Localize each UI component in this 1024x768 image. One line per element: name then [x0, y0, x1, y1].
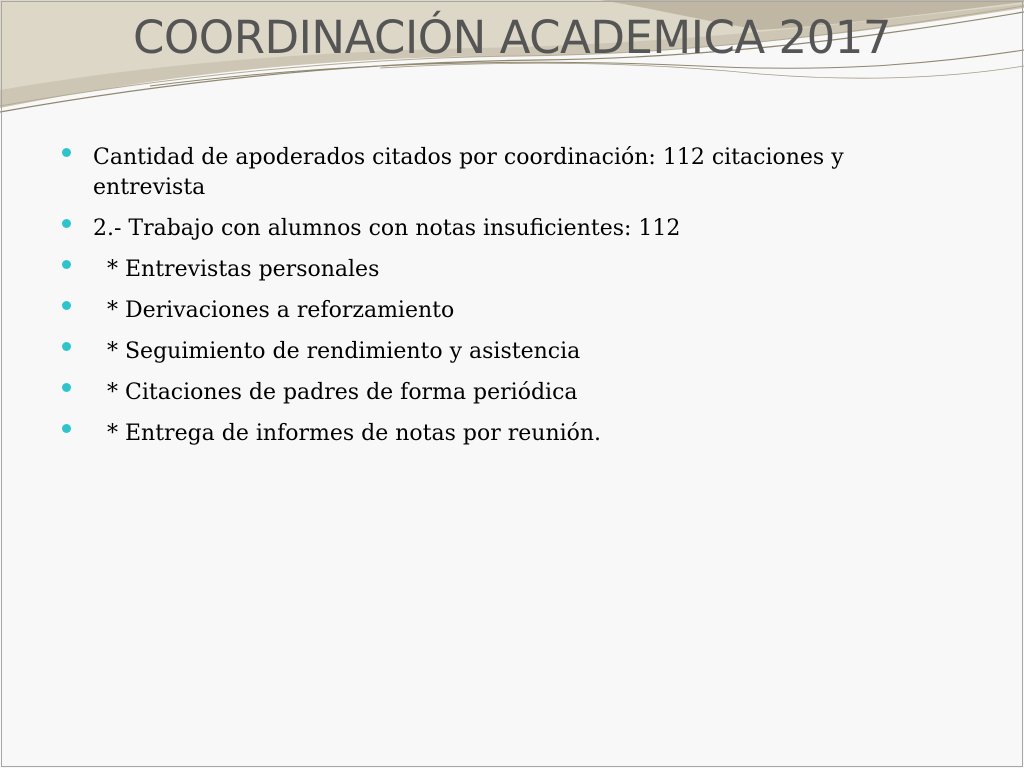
bullet-dot-icon [62, 383, 71, 392]
list-item-text: Cantidad de apoderados citados por coordinación: 112 citaciones y entrevista [93, 145, 844, 200]
list-item [62, 296, 962, 326]
list-item-text: * Seguimiento de rendimiento y asistencia [93, 339, 581, 364]
list-item [62, 255, 962, 285]
list-item-text: 2.- Trabajo con alumnos con notas insuficientes: 112 [93, 216, 681, 241]
list-item-text: * Entrega de informes de notas por reunión. [93, 421, 602, 446]
bullet-dot-icon [62, 342, 71, 351]
bullet-dot-icon [62, 219, 71, 228]
list-item [62, 419, 962, 449]
bullet-list [62, 143, 962, 460]
bullet-dot-icon [62, 260, 71, 269]
list-item-text: * Entrevistas personales [93, 257, 380, 282]
bullet-dot-icon [62, 148, 71, 157]
slide-title: COORDINACIÓN ACADEMICA 2017 [132, 11, 892, 64]
list-item-text: * Citaciones de padres de forma periódica [93, 380, 578, 405]
list-item [62, 337, 962, 367]
list-item [62, 378, 962, 408]
bullet-dot-icon [62, 424, 71, 433]
list-item [62, 143, 962, 203]
list-item [62, 214, 962, 244]
list-item-text: * Derivaciones a reforzamiento [93, 298, 455, 323]
bullet-dot-icon [62, 301, 71, 310]
